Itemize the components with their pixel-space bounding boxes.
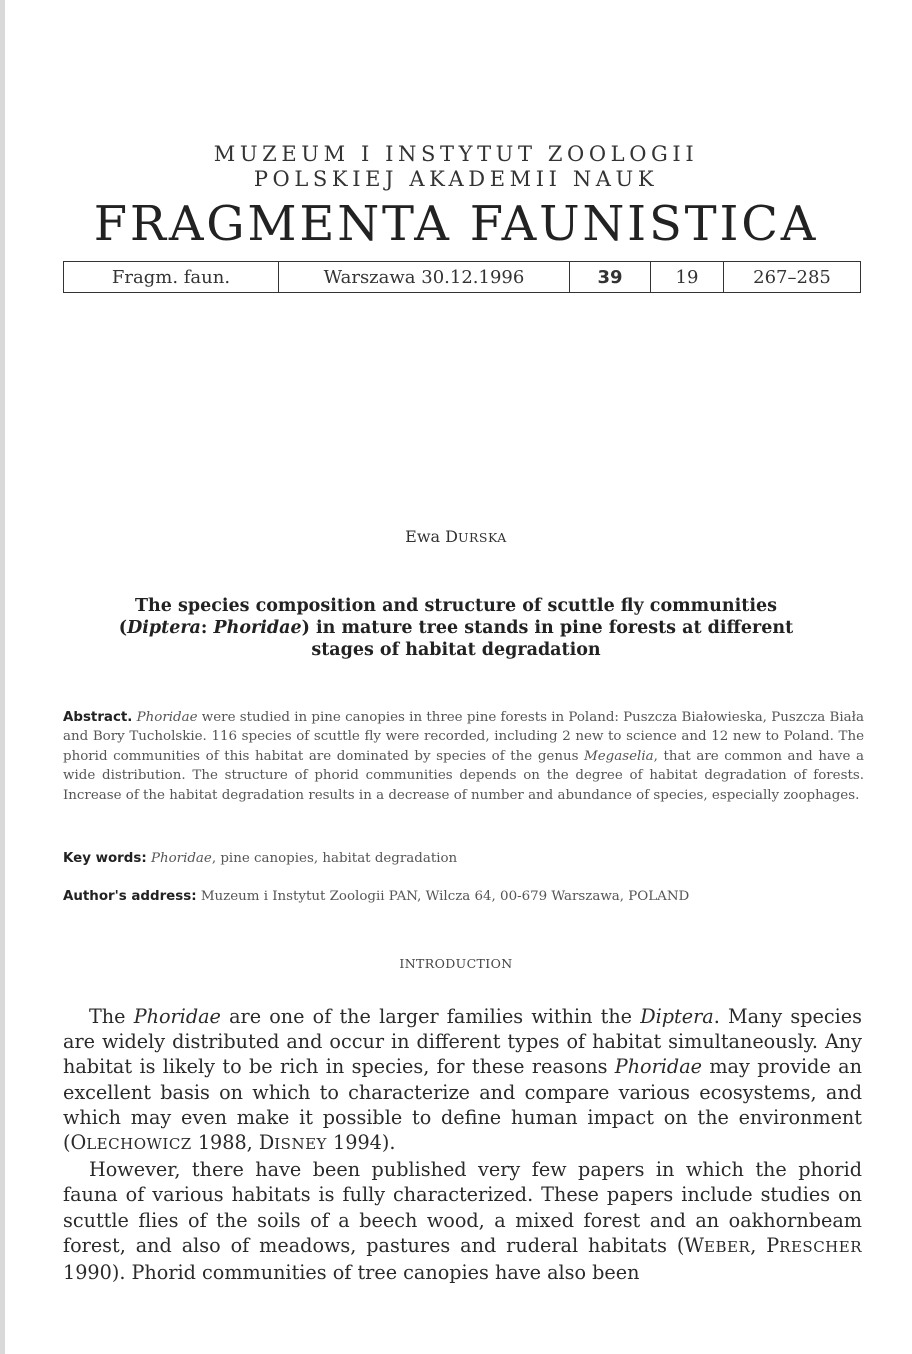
title-colon: :	[200, 618, 214, 638]
p1-taxon-1: Phoridae	[133, 1005, 221, 1028]
p2-cite-2: RESCHER	[779, 1237, 862, 1256]
title-line-2	[60, 617, 852, 639]
issue-number: 19	[651, 262, 724, 293]
journal-abbrev: Fragm. faun.	[64, 262, 279, 293]
journal-title: FRAGMENTA FAUNISTICA	[93, 196, 819, 252]
p1-taxon-2: Diptera	[640, 1005, 714, 1028]
keywords	[63, 851, 864, 866]
p2-text-3: 1990). Phorid communities of tree canopies have also been	[63, 1261, 640, 1285]
title-paren-open: (	[118, 618, 128, 638]
p1-text-3: . Many species are widely distributed and occur in different types of habitat simultaneously. Any habitat is likely to be rich in species, for these reasons	[63, 1005, 862, 1079]
p1-cite-2: ISNEY	[274, 1135, 327, 1154]
volume-number: 39	[570, 262, 651, 293]
institution-line-2: POLSKIEJ AKADEMII NAUK	[253, 167, 659, 191]
title-line-1: The species composition and structure of scuttle fly communities	[135, 596, 777, 616]
p2-cite-1: EBER	[704, 1237, 751, 1256]
author-name	[0, 527, 912, 546]
abstract-text-1: were studied in pine canopies in three pine forests in Poland: Puszcza Białowieska, Puszcza Biała and Bory Tucholskie. 116 species of scuttle fly were recorded, including 2 new to science and 12 new to Poland. The phorid communities of this habitat are dominated by species of the genus	[63, 710, 864, 764]
author-first: Ewa D	[405, 527, 458, 546]
p1-taxon-3: Phoridae	[614, 1055, 702, 1079]
abstract-taxon-1: Phoridae	[136, 710, 198, 725]
address-label: Author's address:	[63, 889, 197, 904]
address-text: Muzeum i Instytut Zoologii PAN, Wilcza 64, 00-679 Warszawa, POLAND	[196, 889, 690, 904]
keywords-label: Key words:	[63, 851, 147, 866]
p1-text-4: may provide an excellent basis on which to characterize and compare various ecosystems, and which may even make it possible to define human impact on the environment (O	[63, 1055, 862, 1155]
paragraph-1	[63, 1004, 862, 1157]
abstract-taxon-2: Megaselia	[584, 748, 654, 764]
p2-text-1: However, there have been published very few papers in which the phorid fauna of various habitats is fully characterized. These papers include studies on scuttle flies of the soils of a beech wood, a mixed forest and an oakhornbeam forest, and also of meadows, pastures and ruderal habitats (W	[63, 1158, 862, 1257]
p2-text-2: , P	[750, 1233, 780, 1257]
author-surname: URSKA	[457, 530, 507, 545]
p1-text-1: The	[89, 1005, 134, 1028]
abstract	[63, 708, 864, 805]
section-heading: INTRODUCTION	[399, 956, 513, 971]
abstract-text-2: , that are common and have a wide distribution. The structure of phorid communities depends on the degree of habitat degradation of forests. Increase of the habitat degradation results in a decrease of number and abundance of species, especially zoophages.	[63, 748, 864, 803]
p1-text-5: 1988, D	[191, 1131, 275, 1155]
p1-cite-1: LECHOWICZ	[86, 1135, 192, 1154]
title-taxon-phoridae: Phoridae	[213, 618, 302, 638]
author-address	[63, 889, 864, 904]
title-line-2-rest: ) in mature tree stands in pine forests at different	[301, 618, 794, 638]
p1-text-6: 1994).	[326, 1131, 396, 1155]
paragraph-2	[63, 1157, 862, 1285]
place-date: Warszawa 30.12.1996	[279, 262, 570, 293]
institution-line-1: MUZEUM I INSTYTUT ZOOLOGII	[213, 142, 699, 166]
body-text	[63, 1004, 862, 1285]
abstract-label: Abstract.	[63, 710, 133, 725]
article-title	[60, 595, 852, 661]
keywords-text: , pine canopies, habitat degradation	[211, 851, 458, 866]
citation-table	[63, 261, 861, 293]
title-taxon-diptera: Diptera	[127, 618, 201, 638]
keywords-taxon: Phoridae	[150, 851, 212, 866]
page-range: 267–285	[724, 262, 861, 293]
title-line-3: stages of habitat degradation	[311, 640, 601, 660]
p1-text-2: are one of the larger families within the	[220, 1005, 641, 1028]
